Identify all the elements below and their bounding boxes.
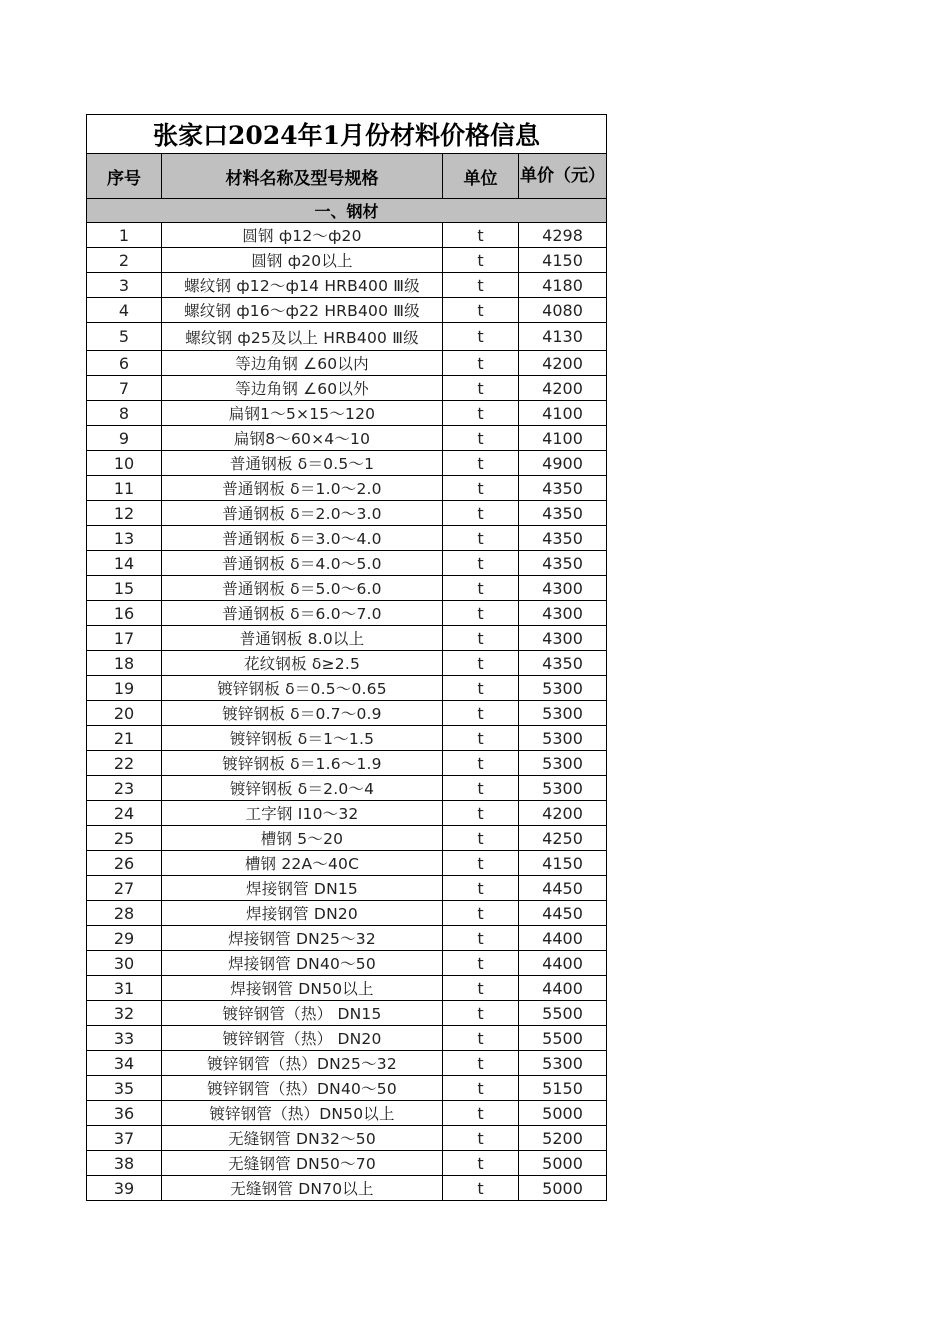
material-name: 螺纹钢 ф25及以上 HRB400 Ⅲ级 bbox=[162, 323, 443, 351]
price-cell: 4200 bbox=[519, 376, 607, 401]
table-row bbox=[87, 651, 607, 676]
table-row bbox=[87, 876, 607, 901]
table-row bbox=[87, 223, 607, 248]
row-number: 16 bbox=[87, 601, 162, 626]
unit-cell: t bbox=[443, 351, 519, 376]
table-row bbox=[87, 273, 607, 298]
unit-cell: t bbox=[443, 223, 519, 248]
price-cell: 4900 bbox=[519, 451, 607, 476]
row-number: 13 bbox=[87, 526, 162, 551]
unit-cell: t bbox=[443, 298, 519, 323]
material-name: 花纹钢板 δ≥2.5 bbox=[162, 651, 443, 676]
unit-cell: t bbox=[443, 323, 519, 351]
row-number: 18 bbox=[87, 651, 162, 676]
table-row bbox=[87, 476, 607, 501]
row-number: 29 bbox=[87, 926, 162, 951]
unit-cell: t bbox=[443, 901, 519, 926]
material-name: 普通钢板 δ＝5.0～6.0 bbox=[162, 576, 443, 601]
material-name: 无缝钢管 DN70以上 bbox=[162, 1176, 443, 1201]
table-row bbox=[87, 526, 607, 551]
price-cell: 5000 bbox=[519, 1176, 607, 1201]
price-cell: 5000 bbox=[519, 1151, 607, 1176]
table-row bbox=[87, 1101, 607, 1126]
unit-cell: t bbox=[443, 751, 519, 776]
table-row bbox=[87, 323, 607, 351]
table-row bbox=[87, 451, 607, 476]
unit-cell: t bbox=[443, 426, 519, 451]
price-cell: 4400 bbox=[519, 976, 607, 1001]
unit-cell: t bbox=[443, 876, 519, 901]
price-cell: 4200 bbox=[519, 351, 607, 376]
unit-cell: t bbox=[443, 701, 519, 726]
table-row bbox=[87, 1076, 607, 1101]
table-row bbox=[87, 851, 607, 876]
price-cell: 4300 bbox=[519, 576, 607, 601]
unit-cell: t bbox=[443, 248, 519, 273]
price-cell: 5500 bbox=[519, 1026, 607, 1051]
price-cell: 4450 bbox=[519, 901, 607, 926]
row-number: 23 bbox=[87, 776, 162, 801]
material-name: 镀锌钢管（热）DN40～50 bbox=[162, 1076, 443, 1101]
material-name: 圆钢 ф20以上 bbox=[162, 248, 443, 273]
table-row bbox=[87, 976, 607, 1001]
row-number: 36 bbox=[87, 1101, 162, 1126]
price-cell: 4400 bbox=[519, 951, 607, 976]
table-row bbox=[87, 901, 607, 926]
table-row bbox=[87, 626, 607, 651]
material-name: 镀锌钢板 δ＝1～1.5 bbox=[162, 726, 443, 751]
title-row bbox=[87, 115, 607, 154]
row-number: 24 bbox=[87, 801, 162, 826]
price-cell: 4100 bbox=[519, 426, 607, 451]
unit-cell: t bbox=[443, 676, 519, 701]
row-number: 28 bbox=[87, 901, 162, 926]
header-seq: 序号 bbox=[87, 154, 162, 199]
price-cell: 5300 bbox=[519, 776, 607, 801]
price-cell: 5300 bbox=[519, 701, 607, 726]
price-cell: 5500 bbox=[519, 1001, 607, 1026]
material-name: 焊接钢管 DN50以上 bbox=[162, 976, 443, 1001]
unit-cell: t bbox=[443, 476, 519, 501]
row-number: 7 bbox=[87, 376, 162, 401]
row-number: 34 bbox=[87, 1051, 162, 1076]
price-cell: 5300 bbox=[519, 1051, 607, 1076]
header-name: 材料名称及型号规格 bbox=[162, 154, 443, 199]
section-title: 一、钢材 bbox=[87, 199, 607, 223]
unit-cell: t bbox=[443, 1101, 519, 1126]
table-row bbox=[87, 376, 607, 401]
price-cell: 4180 bbox=[519, 273, 607, 298]
row-number: 11 bbox=[87, 476, 162, 501]
table-row bbox=[87, 801, 607, 826]
unit-cell: t bbox=[443, 401, 519, 426]
unit-cell: t bbox=[443, 1126, 519, 1151]
material-name: 圆钢 ф12～ф20 bbox=[162, 223, 443, 248]
material-name: 镀锌钢管（热）DN25～32 bbox=[162, 1051, 443, 1076]
table-row bbox=[87, 426, 607, 451]
material-name: 等边角钢 ∠60以内 bbox=[162, 351, 443, 376]
row-number: 15 bbox=[87, 576, 162, 601]
row-number: 26 bbox=[87, 851, 162, 876]
material-name: 镀锌钢板 δ＝0.7～0.9 bbox=[162, 701, 443, 726]
material-name: 镀锌钢管（热） DN15 bbox=[162, 1001, 443, 1026]
table-row bbox=[87, 1126, 607, 1151]
material-name: 普通钢板 δ＝0.5～1 bbox=[162, 451, 443, 476]
row-number: 33 bbox=[87, 1026, 162, 1051]
price-cell: 4100 bbox=[519, 401, 607, 426]
unit-cell: t bbox=[443, 651, 519, 676]
unit-cell: t bbox=[443, 601, 519, 626]
price-cell: 4150 bbox=[519, 248, 607, 273]
row-number: 27 bbox=[87, 876, 162, 901]
price-cell: 4350 bbox=[519, 551, 607, 576]
material-name: 镀锌钢板 δ＝0.5～0.65 bbox=[162, 676, 443, 701]
unit-cell: t bbox=[443, 551, 519, 576]
material-name: 普通钢板 δ＝1.0～2.0 bbox=[162, 476, 443, 501]
material-name: 扁钢1～5×15～120 bbox=[162, 401, 443, 426]
material-name: 工字钢 Ⅰ10～32 bbox=[162, 801, 443, 826]
table-row bbox=[87, 601, 607, 626]
unit-cell: t bbox=[443, 726, 519, 751]
unit-cell: t bbox=[443, 526, 519, 551]
unit-cell: t bbox=[443, 826, 519, 851]
material-name: 镀锌钢管（热） DN20 bbox=[162, 1026, 443, 1051]
price-cell: 4080 bbox=[519, 298, 607, 323]
table-row bbox=[87, 1051, 607, 1076]
row-number: 25 bbox=[87, 826, 162, 851]
price-cell: 5150 bbox=[519, 1076, 607, 1101]
material-name: 扁钢8～60×4～10 bbox=[162, 426, 443, 451]
price-table bbox=[86, 114, 607, 1201]
material-name: 普通钢板 δ＝4.0～5.0 bbox=[162, 551, 443, 576]
unit-cell: t bbox=[443, 1001, 519, 1026]
table-row bbox=[87, 676, 607, 701]
price-cell: 4350 bbox=[519, 651, 607, 676]
price-cell: 4200 bbox=[519, 801, 607, 826]
row-number: 38 bbox=[87, 1151, 162, 1176]
row-number: 3 bbox=[87, 273, 162, 298]
table-row bbox=[87, 551, 607, 576]
unit-cell: t bbox=[443, 776, 519, 801]
price-cell: 4250 bbox=[519, 826, 607, 851]
row-number: 9 bbox=[87, 426, 162, 451]
material-name: 焊接钢管 DN40～50 bbox=[162, 951, 443, 976]
table-row bbox=[87, 926, 607, 951]
price-cell: 5300 bbox=[519, 726, 607, 751]
price-cell: 4450 bbox=[519, 876, 607, 901]
unit-cell: t bbox=[443, 851, 519, 876]
header-row bbox=[87, 154, 607, 199]
material-name: 普通钢板 8.0以上 bbox=[162, 626, 443, 651]
unit-cell: t bbox=[443, 976, 519, 1001]
unit-cell: t bbox=[443, 376, 519, 401]
material-name: 螺纹钢 ф16～ф22 HRB400 Ⅲ级 bbox=[162, 298, 443, 323]
row-number: 14 bbox=[87, 551, 162, 576]
price-cell: 5200 bbox=[519, 1126, 607, 1151]
material-name: 槽钢 5～20 bbox=[162, 826, 443, 851]
price-cell: 4298 bbox=[519, 223, 607, 248]
header-unit: 单位 bbox=[443, 154, 519, 199]
table-row bbox=[87, 751, 607, 776]
unit-cell: t bbox=[443, 1026, 519, 1051]
table-row bbox=[87, 576, 607, 601]
price-cell: 5300 bbox=[519, 751, 607, 776]
table-row bbox=[87, 776, 607, 801]
row-number: 2 bbox=[87, 248, 162, 273]
material-name: 螺纹钢 ф12～ф14 HRB400 Ⅲ级 bbox=[162, 273, 443, 298]
unit-cell: t bbox=[443, 576, 519, 601]
row-number: 37 bbox=[87, 1126, 162, 1151]
row-number: 5 bbox=[87, 323, 162, 351]
row-number: 20 bbox=[87, 701, 162, 726]
row-number: 10 bbox=[87, 451, 162, 476]
material-name: 镀锌钢板 δ＝2.0～4 bbox=[162, 776, 443, 801]
price-cell: 4400 bbox=[519, 926, 607, 951]
unit-cell: t bbox=[443, 273, 519, 298]
unit-cell: t bbox=[443, 626, 519, 651]
row-number: 30 bbox=[87, 951, 162, 976]
row-number: 21 bbox=[87, 726, 162, 751]
table-row bbox=[87, 1151, 607, 1176]
unit-cell: t bbox=[443, 1176, 519, 1201]
price-cell: 5300 bbox=[519, 676, 607, 701]
row-number: 12 bbox=[87, 501, 162, 526]
table-row bbox=[87, 248, 607, 273]
material-name: 无缝钢管 DN50～70 bbox=[162, 1151, 443, 1176]
table-row bbox=[87, 401, 607, 426]
table-row bbox=[87, 726, 607, 751]
section-row bbox=[87, 199, 607, 223]
price-cell: 4350 bbox=[519, 501, 607, 526]
material-name: 焊接钢管 DN20 bbox=[162, 901, 443, 926]
table-row bbox=[87, 298, 607, 323]
material-name: 槽钢 22A～40C bbox=[162, 851, 443, 876]
row-number: 19 bbox=[87, 676, 162, 701]
price-cell: 4350 bbox=[519, 526, 607, 551]
unit-cell: t bbox=[443, 801, 519, 826]
material-name: 焊接钢管 DN25～32 bbox=[162, 926, 443, 951]
row-number: 31 bbox=[87, 976, 162, 1001]
material-name: 镀锌钢板 δ＝1.6～1.9 bbox=[162, 751, 443, 776]
price-cell: 4150 bbox=[519, 851, 607, 876]
table-row bbox=[87, 1176, 607, 1201]
row-number: 22 bbox=[87, 751, 162, 776]
price-cell: 4350 bbox=[519, 476, 607, 501]
table-row bbox=[87, 1026, 607, 1051]
header-price: 单价（元） bbox=[519, 154, 607, 199]
unit-cell: t bbox=[443, 501, 519, 526]
unit-cell: t bbox=[443, 1151, 519, 1176]
table-row bbox=[87, 1001, 607, 1026]
material-name: 普通钢板 δ＝2.0～3.0 bbox=[162, 501, 443, 526]
row-number: 39 bbox=[87, 1176, 162, 1201]
price-cell: 5000 bbox=[519, 1101, 607, 1126]
material-name: 无缝钢管 DN32～50 bbox=[162, 1126, 443, 1151]
table-row bbox=[87, 351, 607, 376]
table-row bbox=[87, 951, 607, 976]
row-number: 17 bbox=[87, 626, 162, 651]
row-number: 8 bbox=[87, 401, 162, 426]
unit-cell: t bbox=[443, 451, 519, 476]
row-number: 4 bbox=[87, 298, 162, 323]
price-cell: 4300 bbox=[519, 601, 607, 626]
material-name: 镀锌钢管（热）DN50以上 bbox=[162, 1101, 443, 1126]
row-number: 6 bbox=[87, 351, 162, 376]
unit-cell: t bbox=[443, 951, 519, 976]
material-name: 普通钢板 δ＝6.0～7.0 bbox=[162, 601, 443, 626]
table-row bbox=[87, 501, 607, 526]
material-name: 等边角钢 ∠60以外 bbox=[162, 376, 443, 401]
page-title: 张家口2024年1月份材料价格信息 bbox=[87, 115, 607, 154]
unit-cell: t bbox=[443, 926, 519, 951]
material-name: 普通钢板 δ＝3.0～4.0 bbox=[162, 526, 443, 551]
price-cell: 4130 bbox=[519, 323, 607, 351]
material-name: 焊接钢管 DN15 bbox=[162, 876, 443, 901]
table-row bbox=[87, 826, 607, 851]
table-row bbox=[87, 701, 607, 726]
unit-cell: t bbox=[443, 1076, 519, 1101]
price-cell: 4300 bbox=[519, 626, 607, 651]
unit-cell: t bbox=[443, 1051, 519, 1076]
row-number: 35 bbox=[87, 1076, 162, 1101]
row-number: 32 bbox=[87, 1001, 162, 1026]
row-number: 1 bbox=[87, 223, 162, 248]
